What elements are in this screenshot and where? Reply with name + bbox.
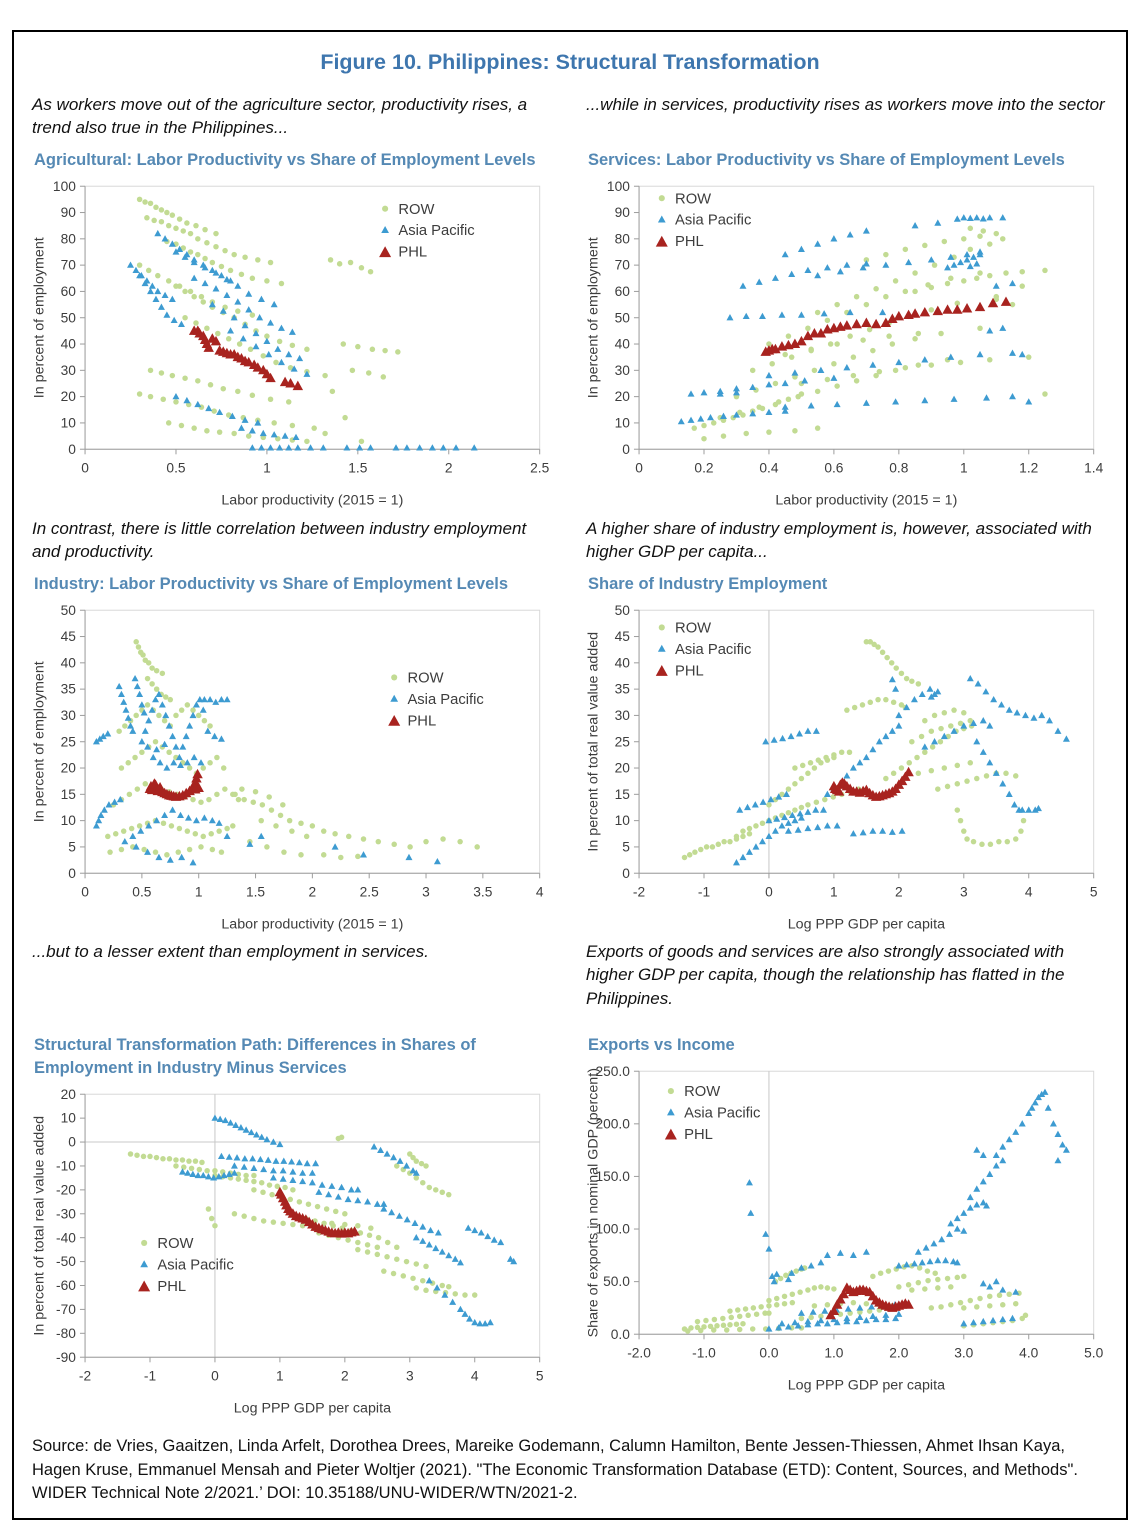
svg-text:25: 25 [614, 733, 630, 749]
svg-text:10: 10 [60, 812, 76, 828]
panel-caption: Exports of goods and services are also strongly associated with higher GDP per capita, though the relationship has flatted in the Philippines. [586, 942, 1065, 1008]
chart-title: Exports vs Income [588, 1036, 735, 1055]
svg-text:1.4: 1.4 [1084, 460, 1104, 476]
svg-text:150.0: 150.0 [595, 1169, 630, 1185]
svg-text:3.0: 3.0 [954, 1345, 974, 1361]
panel-structural-path [30, 936, 556, 1421]
svg-text:15: 15 [60, 786, 76, 802]
svg-text:-1: -1 [143, 1368, 157, 1384]
agricultural-scatter-chart [30, 174, 556, 512]
chart-grid [30, 89, 1110, 1421]
svg-text:10: 10 [60, 415, 76, 431]
svg-text:0.0: 0.0 [610, 1326, 630, 1342]
svg-text:Asia Pacific: Asia Pacific [398, 223, 475, 240]
figure-container [12, 30, 1128, 1520]
panel-industry-employment [584, 513, 1110, 937]
svg-text:3: 3 [422, 884, 430, 900]
chart-title: Services: Labor Productivity vs Share of Employment Levels [588, 151, 1065, 169]
panel-agricultural [30, 89, 556, 513]
industry-scatter-chart [30, 598, 556, 936]
svg-text:-2: -2 [632, 884, 646, 900]
svg-text:1.5: 1.5 [245, 884, 266, 900]
svg-text:-90: -90 [56, 1350, 76, 1366]
panel-caption: A higher share of industry employment is, however, associated with higher GDP per capita... [586, 518, 1092, 561]
svg-text:Asia Pacific: Asia Pacific [675, 641, 752, 658]
svg-text:ROW: ROW [398, 201, 435, 218]
svg-text:-40: -40 [56, 1230, 76, 1246]
svg-text:35: 35 [614, 681, 630, 697]
svg-text:20: 20 [60, 1087, 76, 1103]
svg-text:90: 90 [614, 205, 630, 221]
svg-text:0.8: 0.8 [889, 460, 909, 476]
svg-text:25: 25 [60, 733, 76, 749]
svg-text:50: 50 [60, 602, 76, 618]
svg-text:50: 50 [614, 602, 630, 618]
svg-text:-80: -80 [56, 1326, 76, 1342]
svg-text:In percent of employment: In percent of employment [31, 237, 48, 399]
svg-text:-30: -30 [56, 1206, 76, 1222]
svg-text:40: 40 [614, 336, 630, 352]
svg-text:5: 5 [68, 839, 76, 855]
svg-text:Log PPP GDP per capita: Log PPP GDP per capita [787, 915, 946, 932]
svg-text:PHL: PHL [684, 1127, 713, 1144]
svg-text:2: 2 [895, 884, 903, 900]
svg-text:30: 30 [614, 363, 630, 379]
svg-text:20: 20 [60, 760, 76, 776]
svg-text:3: 3 [405, 1368, 414, 1384]
svg-text:1: 1 [830, 884, 838, 900]
panel-exports [584, 936, 1110, 1421]
svg-text:15: 15 [614, 786, 630, 802]
svg-text:0: 0 [68, 865, 76, 881]
panel-caption: In contrast, there is little correlation between industry employment and productivity. [32, 518, 527, 561]
svg-text:0: 0 [68, 1134, 76, 1150]
svg-text:50.0: 50.0 [603, 1274, 630, 1290]
svg-text:Asia Pacific: Asia Pacific [407, 691, 484, 708]
svg-text:0.5: 0.5 [132, 884, 152, 900]
svg-text:4: 4 [1024, 884, 1033, 900]
panel-industry [30, 513, 556, 937]
svg-text:PHL: PHL [407, 712, 437, 729]
svg-text:200.0: 200.0 [595, 1116, 630, 1132]
svg-text:5: 5 [535, 1368, 544, 1384]
chart-title: Industry: Labor Productivity vs Share of Employment Levels [34, 574, 509, 593]
svg-text:-50: -50 [56, 1254, 76, 1270]
svg-text:60: 60 [614, 284, 630, 300]
svg-text:-10: -10 [56, 1158, 76, 1174]
svg-text:2: 2 [341, 1368, 349, 1384]
svg-text:Asia Pacific: Asia Pacific [684, 1105, 761, 1122]
svg-text:10: 10 [614, 812, 630, 828]
svg-text:1: 1 [194, 884, 203, 900]
svg-text:2.5: 2.5 [359, 884, 379, 900]
svg-text:1: 1 [276, 1368, 284, 1384]
svg-text:In percent of total real value: In percent of total real value added [31, 1116, 48, 1336]
svg-text:250.0: 250.0 [595, 1063, 630, 1079]
source-note: Source: de Vries, Gaaitzen, Linda Arfelt, Dorothea Drees, Mareike Godemann, Calumn Hamilton, Bente Jessen-Thiessen, Ahmet Ihsan Kaya, Hagen Kruse, Emmanuel Mensah and Pieter Woltjer (2021). "The Economic Transformation Database (ETD): Content, Sources, and Methods". WIDER Technical Note 2/2021.’ DOI: 10.35188/UNU-WIDER/WTN/2021-2. [32, 1436, 1078, 1503]
svg-text:PHL: PHL [157, 1279, 187, 1296]
svg-text:0: 0 [81, 884, 89, 900]
svg-text:Labor productivity (2015 = 1): Labor productivity (2015 = 1) [775, 492, 958, 509]
chart-title: Share of Industry Employment [588, 574, 828, 593]
svg-text:3.5: 3.5 [473, 884, 493, 900]
svg-text:5: 5 [1089, 884, 1098, 900]
svg-text:100: 100 [52, 178, 76, 194]
svg-text:1.0: 1.0 [824, 1345, 844, 1361]
svg-text:-1: -1 [697, 884, 711, 900]
svg-text:0: 0 [622, 865, 630, 881]
svg-text:Log PPP GDP per capita: Log PPP GDP per capita [233, 1400, 392, 1417]
svg-text:2.0: 2.0 [889, 1345, 909, 1361]
svg-text:80: 80 [614, 231, 630, 247]
svg-text:40: 40 [614, 655, 630, 671]
svg-text:30: 30 [60, 363, 76, 379]
svg-text:0: 0 [635, 460, 643, 476]
svg-text:30: 30 [614, 707, 630, 723]
svg-text:1.2: 1.2 [1019, 460, 1039, 476]
svg-text:-70: -70 [56, 1302, 76, 1318]
svg-text:0.4: 0.4 [759, 460, 779, 476]
svg-text:Log PPP GDP per capita: Log PPP GDP per capita [787, 1377, 946, 1394]
svg-text:Asia Pacific: Asia Pacific [675, 212, 752, 229]
svg-text:PHL: PHL [398, 244, 428, 261]
svg-text:0.2: 0.2 [694, 460, 714, 476]
svg-text:70: 70 [60, 257, 76, 273]
svg-text:-1.0: -1.0 [692, 1345, 716, 1361]
svg-text:2.5: 2.5 [530, 460, 550, 476]
svg-text:4: 4 [470, 1368, 479, 1384]
svg-text:50: 50 [614, 310, 630, 326]
svg-text:PHL: PHL [675, 662, 704, 679]
svg-text:Share of exports in nominal GD: Share of exports in nominal GDP (percent) [585, 1068, 602, 1338]
svg-text:0.0: 0.0 [759, 1345, 779, 1361]
svg-text:-20: -20 [56, 1182, 76, 1198]
svg-text:0.5: 0.5 [166, 460, 186, 476]
svg-text:45: 45 [60, 628, 76, 644]
panel-caption: ...but to a lesser extent than employment in services. [32, 942, 429, 962]
svg-text:Asia Pacific: Asia Pacific [157, 1257, 234, 1274]
exports-scatter-chart [584, 1059, 1110, 1397]
svg-text:20: 20 [60, 389, 76, 405]
svg-text:-60: -60 [56, 1278, 76, 1294]
svg-text:70: 70 [614, 257, 630, 273]
svg-text:1.5: 1.5 [348, 460, 368, 476]
svg-text:In percent of employment: In percent of employment [31, 660, 48, 822]
chart-title: Structural Transformation Path: Differences in Shares of Employment in Industry Minus Services [34, 1036, 476, 1078]
svg-text:3: 3 [959, 884, 968, 900]
svg-text:PHL: PHL [675, 234, 704, 251]
svg-text:100: 100 [606, 178, 630, 194]
svg-text:45: 45 [614, 628, 630, 644]
svg-text:90: 90 [60, 205, 76, 221]
structural-path-scatter-chart [30, 1082, 556, 1420]
svg-text:Labor productivity (2015 = 1): Labor productivity (2015 = 1) [221, 915, 404, 932]
svg-text:ROW: ROW [407, 670, 444, 687]
figure-title: Figure 10. Philippines: Structural Transformation [320, 50, 820, 74]
svg-text:ROW: ROW [157, 1236, 194, 1253]
svg-text:50: 50 [60, 310, 76, 326]
svg-text:0: 0 [765, 884, 773, 900]
panel-services [584, 89, 1110, 513]
svg-text:4.0: 4.0 [1019, 1345, 1039, 1361]
svg-text:ROW: ROW [675, 191, 712, 208]
industry-employment-scatter-chart [584, 598, 1110, 936]
svg-text:1: 1 [959, 460, 968, 476]
svg-text:40: 40 [60, 655, 76, 671]
svg-text:0: 0 [622, 441, 630, 457]
svg-text:20: 20 [614, 389, 630, 405]
svg-text:80: 80 [60, 231, 76, 247]
svg-text:20: 20 [614, 760, 630, 776]
svg-text:5.0: 5.0 [1084, 1345, 1104, 1361]
services-scatter-chart [584, 174, 1110, 512]
panel-caption: As workers move out of the agriculture sector, productivity rises, a trend also true in the Philippines... [32, 95, 528, 138]
svg-text:0.6: 0.6 [824, 460, 844, 476]
svg-text:5: 5 [622, 839, 630, 855]
svg-text:30: 30 [60, 707, 76, 723]
svg-text:10: 10 [614, 415, 630, 431]
svg-text:35: 35 [60, 681, 76, 697]
svg-text:40: 40 [60, 336, 76, 352]
svg-text:10: 10 [60, 1110, 76, 1126]
svg-text:0: 0 [68, 441, 76, 457]
svg-text:-2.0: -2.0 [627, 1345, 651, 1361]
svg-text:1: 1 [263, 460, 271, 476]
svg-text:Labor productivity (2015 = 1): Labor productivity (2015 = 1) [221, 492, 404, 509]
svg-text:ROW: ROW [675, 620, 712, 637]
svg-text:4: 4 [535, 884, 544, 900]
svg-text:ROW: ROW [684, 1084, 721, 1101]
svg-text:-2: -2 [78, 1368, 92, 1384]
panel-caption: ...while in services, productivity rises as workers move into the sector [586, 95, 1105, 114]
svg-text:0: 0 [81, 460, 89, 476]
chart-title: Agricultural: Labor Productivity vs Share of Employment Levels [34, 151, 536, 169]
svg-text:In percent of total real value: In percent of total real value added [585, 631, 602, 852]
svg-text:60: 60 [60, 284, 76, 300]
svg-text:In percent of employment: In percent of employment [585, 237, 602, 399]
svg-text:100.0: 100.0 [595, 1221, 630, 1237]
svg-text:2: 2 [308, 884, 317, 900]
svg-text:0: 0 [211, 1368, 219, 1384]
svg-text:2: 2 [444, 460, 453, 476]
